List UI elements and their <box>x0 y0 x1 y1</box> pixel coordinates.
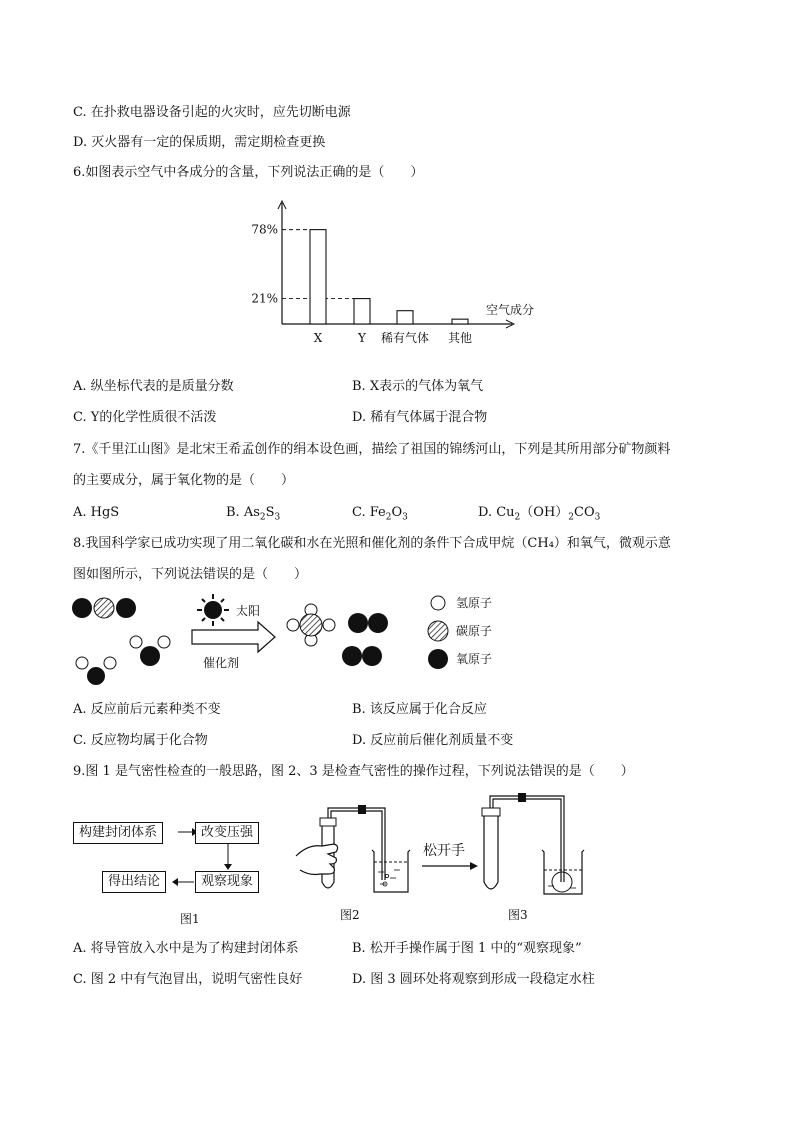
fig1-label: 图1 <box>180 912 200 926</box>
q5-option-d: D. 灭火器有一定的保质期，需定期检查更换 <box>73 135 326 150</box>
oxygen-molecule <box>348 613 388 633</box>
bar-3 <box>452 319 468 324</box>
q9-option-b: B. 松开手操作属于图 1 中的“观察现象” <box>352 941 582 956</box>
q7-option-d-text2: （OH） <box>520 505 569 520</box>
water-molecule <box>76 657 116 685</box>
q9-option-c: C. 图 2 中有气泡冒出，说明气密性良好 <box>73 972 303 987</box>
q7-option-b-sub2: 3 <box>274 512 281 523</box>
q9-option-a: A. 将导管放入水中是为了构建封闭体系 <box>73 941 299 956</box>
q7-option-d-text: D. Cu <box>478 505 515 520</box>
fig3-label: 图3 <box>508 908 528 922</box>
q7-stem-line1: 7.《千里江山图》是北宋王希孟创作的绢本设色画，描绘了祖国的锦绣河山，下列是其所用部分矿物颜料 <box>73 442 671 457</box>
q7-option-d-sub3: 3 <box>594 512 601 523</box>
y-tick-label-0: 78% <box>251 222 278 237</box>
fig3-apparatus <box>478 790 588 900</box>
sun-icon <box>197 594 229 626</box>
bar-2 <box>397 311 413 324</box>
legend-hydrogen-label: 氢原子 <box>456 596 493 610</box>
x-axis-label: 空气成分 <box>486 303 535 317</box>
sun-label: 太阳 <box>236 604 261 618</box>
bar-1 <box>354 299 370 324</box>
q6-option-c: C. Y的化学性质很不活泼 <box>73 410 217 425</box>
legend-carbon-symbol <box>428 621 448 641</box>
x-tick-label-1: Y <box>358 331 366 345</box>
flow-box-build-system: 构建封闭体系 <box>73 822 163 844</box>
y-tick-label-1: 21% <box>251 291 278 306</box>
q7-option-b-text: B. As <box>226 505 260 520</box>
q8-reaction-diagram <box>60 590 700 690</box>
q9-stem: 9.图 1 是气密性检查的一般思路，图 2、3 是检查气密性的操作过程，下列说法错误的是（ ） <box>73 764 634 779</box>
q8-stem-line2: 图如图所示，下列说法错误的是（ ） <box>73 567 308 582</box>
q9-option-d: D. 图 3 圆环处将观察到形成一段稳定水柱 <box>352 972 595 987</box>
q7-option-d-sub2: 2 <box>568 512 575 523</box>
legend-carbon-label: 碳原子 <box>456 624 493 638</box>
flow-box-observe: 观察现象 <box>195 871 259 893</box>
flow-box-conclude: 得出结论 <box>102 871 166 893</box>
q7-option-d-text3: CO <box>574 505 595 520</box>
q7-option-c-text2: O <box>391 505 403 520</box>
q7-option-b-sub: 2 <box>259 512 266 523</box>
flow-box-change-pressure: 改变压强 <box>195 822 259 844</box>
fig2-apparatus <box>290 800 430 910</box>
q7-option-b-text2: S <box>265 505 275 520</box>
q8-option-b: B. 该反应属于化合反应 <box>352 702 487 717</box>
catalyst-label: 催化剂 <box>203 656 240 670</box>
q6-option-a: A. 纵坐标代表的是质量分数 <box>73 379 234 394</box>
q7-option-c-sub2: 3 <box>402 512 408 523</box>
release-arrow <box>420 859 480 873</box>
q8-stem-line1: 8.我国科学家已成功实现了用二氧化碳和水在光照和催化剂的条件下合成甲烷（CH₄）和氧气，微观示意 <box>73 536 671 551</box>
q6-bar-chart <box>240 195 540 355</box>
bar-0 <box>310 230 326 324</box>
x-tick-label-0: X <box>313 331 323 345</box>
q8-option-a: A. 反应前后元素种类不变 <box>73 702 221 717</box>
x-tick-label-2: 稀有气体 <box>380 331 430 345</box>
q7-stem-line2: 的主要成分，属于氧化物的是（ ） <box>73 473 295 488</box>
release-hand-label: 松开手 <box>423 843 465 859</box>
q7-option-c <box>352 504 408 527</box>
hand-icon <box>296 844 338 875</box>
q7-option-b <box>226 504 280 527</box>
legend-oxygen-label: 氧原子 <box>456 652 493 666</box>
legend-oxygen-symbol <box>428 649 448 669</box>
co2-molecule <box>72 598 136 618</box>
q8-option-d: D. 反应前后催化剂质量不变 <box>352 733 514 748</box>
q7-option-c-sub: 2 <box>385 512 392 523</box>
oxygen-molecule <box>342 646 382 666</box>
water-column-ring <box>552 872 572 892</box>
q6-option-b: B. X表示的气体为氧气 <box>352 379 484 394</box>
q7-option-a: A. HgS <box>73 505 120 520</box>
reaction-arrow <box>192 622 275 652</box>
fig2-label: 图2 <box>340 908 360 922</box>
q6-option-d: D. 稀有气体属于混合物 <box>352 410 488 425</box>
q7-option-d-sub: 2 <box>514 512 521 523</box>
q8-option-c: C. 反应物均属于化合物 <box>73 733 208 748</box>
legend-hydrogen-symbol <box>431 596 445 610</box>
q6-stem: 6.如图表示空气中各成分的含量，下列说法正确的是（ ） <box>73 165 424 180</box>
q7-option-c-text: C. Fe <box>352 505 386 520</box>
q5-option-c: C. 在扑救电器设备引起的火灾时，应先切断电源 <box>73 105 351 120</box>
x-tick-label-3: 其他 <box>447 331 473 345</box>
water-molecule <box>130 636 170 666</box>
q7-option-d <box>478 504 600 527</box>
methane-molecule <box>287 604 335 646</box>
